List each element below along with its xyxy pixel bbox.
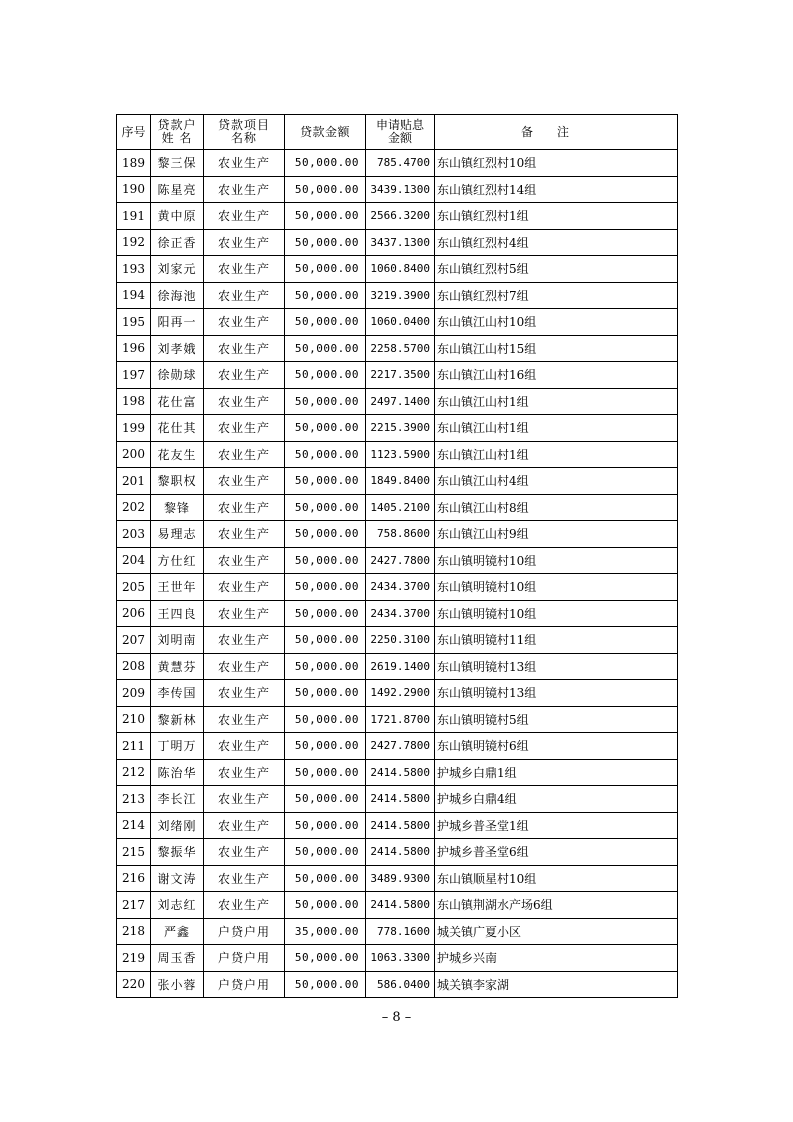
table-row [117,521,678,548]
borrower-name: 陈星亮 [151,176,204,203]
borrower-name: 王世年 [151,574,204,601]
table-row [117,786,678,813]
loan-amount: 50,000.00 [285,521,366,548]
remark: 东山镇荆湖水产场6组 [435,892,678,919]
row-number: 217 [117,892,151,919]
remark: 东山镇明镜村6组 [435,733,678,760]
header-subsidy-line1: 申请贴息 [375,118,424,132]
borrower-name: 黎振华 [151,839,204,866]
table-row [117,441,678,468]
loan-amount: 50,000.00 [285,574,366,601]
loan-amount: 50,000.00 [285,229,366,256]
borrower-name: 徐海池 [151,282,204,309]
remark: 东山镇明镜村10组 [435,547,678,574]
row-number: 192 [117,229,151,256]
borrower-name: 黄中原 [151,203,204,230]
loan-project: 农业生产 [204,706,285,733]
loan-project: 农业生产 [204,839,285,866]
table-row [117,733,678,760]
loan-project: 农业生产 [204,176,285,203]
header-no: 序号 [117,115,151,150]
remark: 东山镇明镜村13组 [435,653,678,680]
borrower-name: 严鑫 [151,918,204,945]
remark: 东山镇江山村8组 [435,494,678,521]
remark: 城关镇广夏小区 [435,918,678,945]
table-row [117,918,678,945]
table-header [117,115,678,150]
table-row [117,388,678,415]
borrower-name: 李长江 [151,786,204,813]
borrower-name: 刘绪刚 [151,812,204,839]
table-row [117,680,678,707]
loan-project: 农业生产 [204,282,285,309]
loan-project: 户贷户用 [204,918,285,945]
borrower-name: 陈治华 [151,759,204,786]
subsidy-amount: 2414.5800 [366,812,435,839]
loan-amount: 50,000.00 [285,309,366,336]
remark: 东山镇江山村1组 [435,441,678,468]
subsidy-amount: 2414.5800 [366,759,435,786]
table-body [117,150,678,998]
borrower-name: 黎三保 [151,150,204,177]
row-number: 193 [117,256,151,283]
row-number: 198 [117,388,151,415]
subsidy-amount: 778.1600 [366,918,435,945]
subsidy-amount: 586.0400 [366,971,435,998]
row-number: 205 [117,574,151,601]
row-number: 218 [117,918,151,945]
loan-subsidy-table [116,114,678,998]
row-number: 220 [117,971,151,998]
loan-project: 农业生产 [204,812,285,839]
table-row [117,415,678,442]
borrower-name: 王四良 [151,600,204,627]
borrower-name: 李传国 [151,680,204,707]
loan-amount: 50,000.00 [285,786,366,813]
borrower-name: 谢文涛 [151,865,204,892]
borrower-name: 黎新林 [151,706,204,733]
row-number: 203 [117,521,151,548]
header-name [151,115,204,150]
loan-amount: 50,000.00 [285,256,366,283]
loan-amount: 50,000.00 [285,653,366,680]
loan-amount: 50,000.00 [285,335,366,362]
subsidy-amount: 2566.3200 [366,203,435,230]
remark: 护城乡白鼎1组 [435,759,678,786]
remark: 东山镇江山村1组 [435,415,678,442]
loan-project: 农业生产 [204,759,285,786]
remark: 东山镇江山村9组 [435,521,678,548]
loan-project: 农业生产 [204,865,285,892]
row-number: 208 [117,653,151,680]
loan-project: 农业生产 [204,415,285,442]
table-row [117,574,678,601]
remark: 东山镇红烈村7组 [435,282,678,309]
subsidy-amount: 1060.8400 [366,256,435,283]
row-number: 209 [117,680,151,707]
row-number: 189 [117,150,151,177]
subsidy-amount: 1849.8400 [366,468,435,495]
row-number: 201 [117,468,151,495]
loan-project: 农业生产 [204,574,285,601]
loan-project: 农业生产 [204,309,285,336]
table-row [117,547,678,574]
row-number: 207 [117,627,151,654]
row-number: 210 [117,706,151,733]
loan-amount: 50,000.00 [285,441,366,468]
remark: 东山镇江山村10组 [435,309,678,336]
row-number: 197 [117,362,151,389]
loan-amount: 50,000.00 [285,839,366,866]
borrower-name: 刘家元 [151,256,204,283]
remark: 东山镇江山村4组 [435,468,678,495]
loan-amount: 50,000.00 [285,388,366,415]
table-row [117,362,678,389]
subsidy-amount: 2217.3500 [366,362,435,389]
table-row [117,203,678,230]
remark: 东山镇红烈村14组 [435,176,678,203]
remark: 护城乡兴南 [435,945,678,972]
loan-project: 农业生产 [204,892,285,919]
loan-amount: 50,000.00 [285,971,366,998]
table-row [117,706,678,733]
loan-project: 农业生产 [204,150,285,177]
header-note: 备注 [435,115,678,150]
loan-amount: 50,000.00 [285,945,366,972]
loan-project: 农业生产 [204,600,285,627]
loan-amount: 50,000.00 [285,415,366,442]
row-number: 190 [117,176,151,203]
subsidy-amount: 2434.3700 [366,574,435,601]
loan-project: 农业生产 [204,203,285,230]
loan-amount: 50,000.00 [285,362,366,389]
table-row [117,839,678,866]
page-number: – 8 – [381,1010,412,1025]
row-number: 215 [117,839,151,866]
remark: 护城乡普圣堂6组 [435,839,678,866]
table-row [117,892,678,919]
loan-project: 户贷户用 [204,945,285,972]
row-number: 194 [117,282,151,309]
header-subsidy-line2: 金额 [387,131,412,145]
subsidy-amount: 2434.3700 [366,600,435,627]
table-row [117,759,678,786]
table-row [117,600,678,627]
loan-project: 农业生产 [204,627,285,654]
borrower-name: 易理志 [151,521,204,548]
borrower-name: 阳再一 [151,309,204,336]
subsidy-amount: 2215.3900 [366,415,435,442]
table-row [117,309,678,336]
header-project-line2: 名称 [230,131,257,145]
table-row [117,945,678,972]
subsidy-amount: 2414.5800 [366,786,435,813]
table-row [117,150,678,177]
borrower-name: 徐勋球 [151,362,204,389]
borrower-name: 刘志红 [151,892,204,919]
borrower-name: 花友生 [151,441,204,468]
remark: 东山镇红烈村10组 [435,150,678,177]
borrower-name: 黄慧芬 [151,653,204,680]
remark: 东山镇红烈村5组 [435,256,678,283]
remark: 东山镇明镜村13组 [435,680,678,707]
row-number: 199 [117,415,151,442]
loan-amount: 35,000.00 [285,918,366,945]
loan-project: 农业生产 [204,229,285,256]
loan-project: 农业生产 [204,468,285,495]
row-number: 196 [117,335,151,362]
remark: 东山镇江山村15组 [435,335,678,362]
loan-amount: 50,000.00 [285,680,366,707]
loan-amount: 50,000.00 [285,759,366,786]
borrower-name: 花仕富 [151,388,204,415]
subsidy-amount: 2427.7800 [366,547,435,574]
remark: 东山镇顺星村10组 [435,865,678,892]
subsidy-amount: 3439.1300 [366,176,435,203]
row-number: 200 [117,441,151,468]
subsidy-amount: 2427.7800 [366,733,435,760]
header-project-line1: 贷款项目 [217,118,270,132]
table-row [117,971,678,998]
table-row [117,468,678,495]
loan-project: 农业生产 [204,362,285,389]
borrower-name: 刘孝娥 [151,335,204,362]
table-row [117,494,678,521]
row-number: 219 [117,945,151,972]
loan-amount: 50,000.00 [285,468,366,495]
loan-amount: 50,000.00 [285,812,366,839]
borrower-name: 方仕红 [151,547,204,574]
table-row [117,653,678,680]
loan-amount: 50,000.00 [285,282,366,309]
table-row [117,865,678,892]
loan-amount: 50,000.00 [285,547,366,574]
borrower-name: 张小蓉 [151,971,204,998]
header-amount: 贷款金额 [285,115,366,150]
loan-project: 农业生产 [204,733,285,760]
remark: 东山镇明镜村11组 [435,627,678,654]
borrower-name: 花仕其 [151,415,204,442]
subsidy-amount: 2619.1400 [366,653,435,680]
remark: 东山镇红烈村4组 [435,229,678,256]
table-row [117,282,678,309]
subsidy-amount: 1123.5900 [366,441,435,468]
row-number: 204 [117,547,151,574]
subsidy-amount: 2250.3100 [366,627,435,654]
loan-amount: 50,000.00 [285,892,366,919]
loan-amount: 50,000.00 [285,733,366,760]
subsidy-amount: 3219.3900 [366,282,435,309]
remark: 东山镇明镜村10组 [435,574,678,601]
row-number: 213 [117,786,151,813]
loan-project: 农业生产 [204,494,285,521]
subsidy-amount: 3437.1300 [366,229,435,256]
loan-amount: 50,000.00 [285,494,366,521]
table-row [117,627,678,654]
remark: 东山镇江山村16组 [435,362,678,389]
loan-amount: 50,000.00 [285,176,366,203]
loan-project: 农业生产 [204,441,285,468]
row-number: 214 [117,812,151,839]
subsidy-amount: 2414.5800 [366,892,435,919]
row-number: 202 [117,494,151,521]
row-number: 191 [117,203,151,230]
borrower-name: 徐正香 [151,229,204,256]
loan-project: 农业生产 [204,521,285,548]
subsidy-amount: 1492.2900 [366,680,435,707]
subsidy-amount: 2497.1400 [366,388,435,415]
loan-project: 农业生产 [204,388,285,415]
loan-project: 农业生产 [204,653,285,680]
subsidy-amount: 3489.9300 [366,865,435,892]
subsidy-amount: 1405.2100 [366,494,435,521]
borrower-name: 丁明万 [151,733,204,760]
subsidy-amount: 1060.0400 [366,309,435,336]
loan-project: 农业生产 [204,547,285,574]
table-row [117,176,678,203]
subsidy-amount: 2258.5700 [366,335,435,362]
remark: 护城乡白鼎4组 [435,786,678,813]
table-row [117,229,678,256]
subsidy-amount: 758.8600 [366,521,435,548]
subsidy-amount: 785.4700 [366,150,435,177]
loan-amount: 50,000.00 [285,203,366,230]
loan-project: 农业生产 [204,335,285,362]
row-number: 216 [117,865,151,892]
subsidy-amount: 1721.8700 [366,706,435,733]
header-subsidy [366,115,435,150]
loan-amount: 50,000.00 [285,706,366,733]
borrower-name: 刘明南 [151,627,204,654]
loan-amount: 50,000.00 [285,150,366,177]
table-row [117,335,678,362]
row-number: 211 [117,733,151,760]
loan-amount: 50,000.00 [285,627,366,654]
borrower-name: 周玉香 [151,945,204,972]
subsidy-amount: 1063.3300 [366,945,435,972]
header-row [117,115,678,150]
remark: 城关镇李家湖 [435,971,678,998]
remark: 护城乡普圣堂1组 [435,812,678,839]
table-row [117,812,678,839]
header-name-line2: 姓 名 [161,131,193,145]
header-project [204,115,285,150]
loan-project: 农业生产 [204,680,285,707]
loan-amount: 50,000.00 [285,600,366,627]
remark: 东山镇江山村1组 [435,388,678,415]
table-row [117,256,678,283]
loan-project: 农业生产 [204,786,285,813]
borrower-name: 黎锋 [151,494,204,521]
row-number: 195 [117,309,151,336]
borrower-name: 黎职权 [151,468,204,495]
loan-amount: 50,000.00 [285,865,366,892]
loan-project: 户贷户用 [204,971,285,998]
subsidy-amount: 2414.5800 [366,839,435,866]
loan-project: 农业生产 [204,256,285,283]
row-number: 212 [117,759,151,786]
header-name-line1: 贷款户 [157,118,197,132]
remark: 东山镇明镜村10组 [435,600,678,627]
remark: 东山镇红烈村1组 [435,203,678,230]
row-number: 206 [117,600,151,627]
remark: 东山镇明镜村5组 [435,706,678,733]
